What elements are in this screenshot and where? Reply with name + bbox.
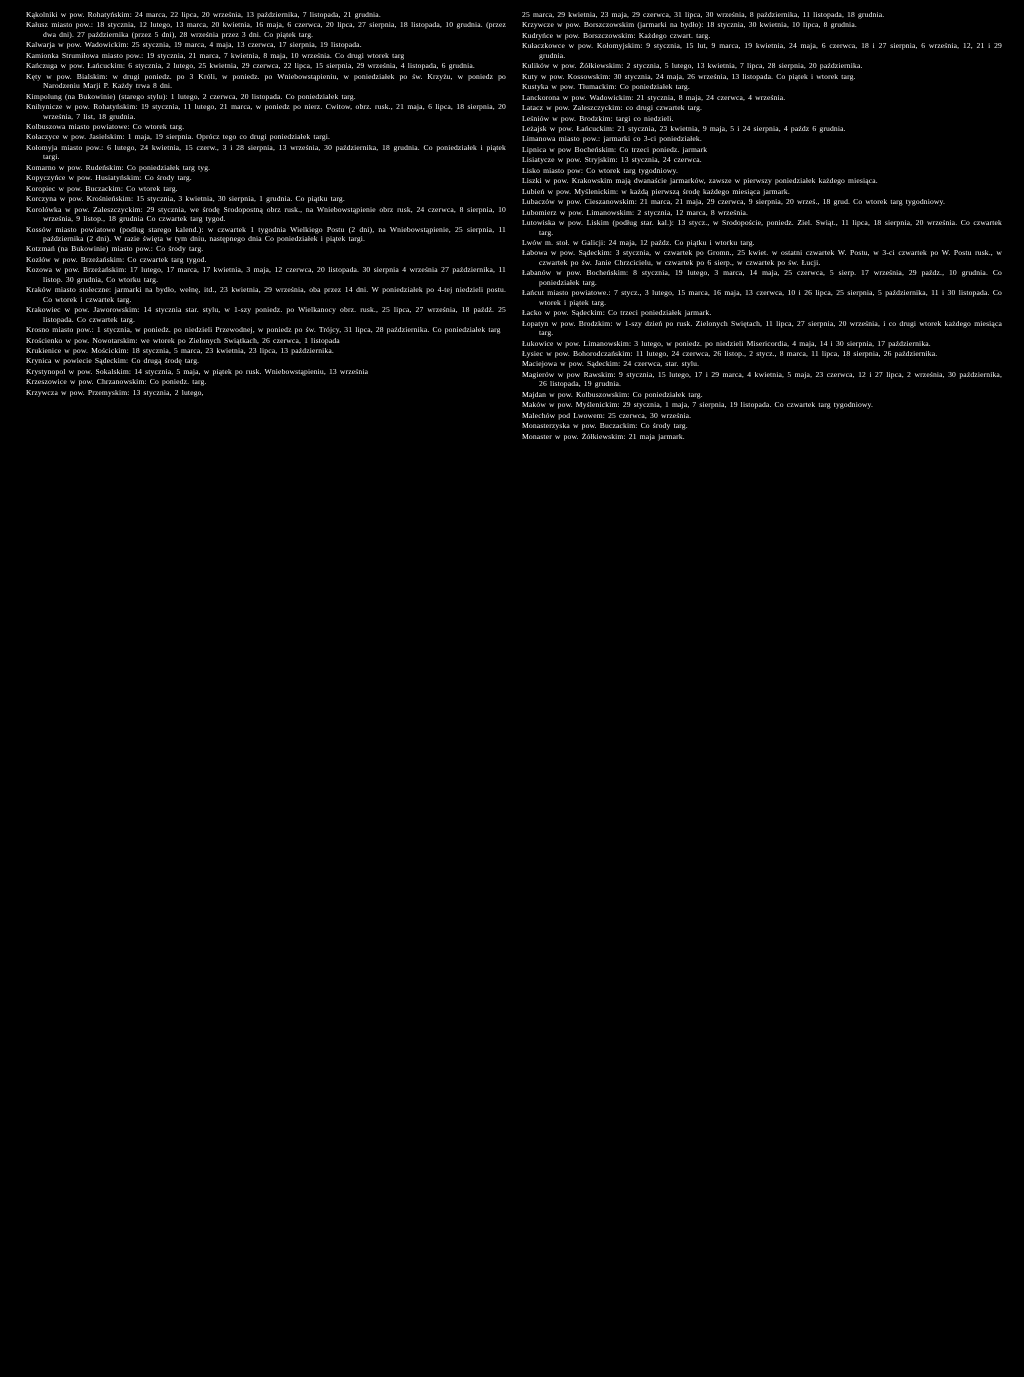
market-entry: Kuty w pow. Kossowskim: 30 stycznia, 24 maja, 26 września, 13 listopada. Co piątek i wtorek targ.	[522, 71, 856, 81]
market-entry: Łukowice w pow. Limanowskim: 3 lutego, w poniedz. po niedzieli Misericordia, 4 maja, 14 i 30 sierpnia, 17 października.	[522, 338, 931, 348]
market-entry: Łabowa w pow. Sądeckim: 3 stycznia, w czwartek po Gromn., 25 kwiet. w ostatni czwartek W. Postu, w 3-ci czwartek po W. Postu rusk., w czwartek po św. Janie Chrzcicielu, w czwartek po 6 sierp., w czwartek po św. Łucji.	[522, 248, 1002, 267]
market-entry: Koropiec w pow. Buczackim: Co wtorek targ.	[26, 183, 178, 193]
market-entry: Liszki w pow. Krakowskim mają dwanaście jarmarków, zawsze w pierwszy poniedziałek każdego miesiąca.	[522, 176, 878, 186]
market-entry: Lwów m. stoł. w Galicji: 24 maja, 12 paźdz. Co piątku i wtorku targ.	[522, 237, 755, 247]
market-entry: Krystynopol w pow. Sokalskim: 14 stycznia, 5 maja, w piątek po rusk. Wniebowstąpieniu, 13 września	[26, 366, 369, 376]
market-entry: 25 marca, 29 kwietnia, 23 maja, 29 czerwca, 31 lipca, 30 września, 8 października, 11 listopada, 18 grudnia.	[522, 10, 885, 19]
market-entry: Leśniów w pow. Brodzkim: targi co niedzieli.	[522, 113, 674, 123]
market-entry: Monaster w pow. Żółkiewskim: 21 maja jarmark.	[522, 431, 685, 441]
market-entry: Kołaczyce w pow. Jasielskim: 1 maja, 19 sierpnia. Oprócz tego co drugi poniedziałek targi.	[26, 132, 331, 142]
market-entry: Kąkolniki w pow. Rohatyńskim: 24 marca, 22 lipca, 20 września, 13 października, 7 listopada, 21 grudnia.	[26, 10, 381, 19]
market-entry: Leżajsk w pow. Łańcuckim: 21 stycznia, 23 kwietnia, 9 maja, 5 i 24 sierpnia, 4 paźdz 6 grudnia.	[522, 123, 846, 133]
market-entry: Korolówka w pow. Zaleszczyckim: 29 stycznia, we środę Srodopostną obrz rusk., na Wniebowstąpienie obrz rusk, 24 czerwca, 8 sierpnia, 10 września, 9 listop., 18 grudnia Co czwartek targ tygod.	[26, 204, 506, 224]
market-entry: Knihynicze w pow. Rohatyńskim: 19 stycznia, 11 lutego, 21 marca, w poniedz po nierz. Cwitow, obrz. rusk., 21 maja, 6 lipca, 18 sierpnia, 20 września, 7 list, 18 grudnia.	[26, 102, 506, 121]
market-entry: Kraków miasto stołeczne: jarmarki na bydło, wełnę, itd., 23 kwietnia, 29 września, oba przez 14 dni. W poniedziałek po 4-tej niedzieli postu. Co wtorek i czwartek targ.	[26, 285, 506, 304]
market-entry: Kopyczyńce w pow. Husiatyńskim: Co środy targ.	[26, 173, 192, 183]
market-entry: Kolbuszowa miasto powiatowe: Co wtorek targ.	[26, 121, 185, 131]
market-entry: Maciejowa w pow. Sądeckim: 24 czerwca, star. stylu.	[522, 359, 700, 369]
market-entry: Krzeszowice w pow. Chrzanowskim: Co poniedz. targ.	[26, 377, 207, 387]
market-entry: Kozowa w pow. Brzeżańskim: 17 lutego, 17 marca, 17 kwietnia, 3 maja, 12 czerwca, 20 listopada. 30 sierpnia 4 września 27 października, 11 listop. 30 grudnia, Co wtorku targ.	[26, 265, 506, 284]
market-entry: Lisko miasto pow: Co wtorek targ tygodniowy.	[522, 165, 679, 175]
left-column	[26, 10, 506, 1377]
market-entry: Kułaczkowce w pow. Kołomyjskim: 9 stycznia, 15 lut, 9 marca, 19 kwietnia, 24 maja, 6 czerwca, 18 i 27 sierpnia, 6 września, 12, 21 i 29 grudnia.	[522, 41, 1002, 60]
market-entry: Latacz w pow. Zaleszczyckim: co drugi czwartek targ.	[522, 103, 703, 113]
market-entry: Kołomyja miasto pow.: 6 lutego, 24 kwietnia, 15 czerw., 3 i 28 sierpnia, 13 września, 30 października, 18 grudnia. Co poniedziałek i piątek targi.	[26, 142, 506, 162]
market-entry: Kalwarja w pow. Wadowickim: 25 stycznia, 19 marca, 4 maja, 13 czerwca, 17 sierpnia, 19 listopada.	[26, 40, 362, 50]
market-entry: Lisiatycze w pow. Stryjskim: 13 stycznia, 24 czerwca.	[522, 155, 702, 165]
market-entry: Krynica w powiecie Sądeckim: Co drugą środę targ.	[26, 356, 200, 366]
market-entry: Maków w pow. Myślenickim: 29 stycznia, 1 maja, 7 sierpnia, 19 listopada. Co czwartek targ tygodniowy.	[522, 400, 874, 410]
market-entry: Krzywcze w pow. Borszczowskim (jarmarki na bydło): 18 stycznia, 30 kwietnia, 10 lipca, 8 grudnia.	[522, 20, 857, 30]
market-entry: Krukienice w pow. Mościckim: 18 stycznia, 5 marca, 23 kwietnia, 23 lipca, 13 października.	[26, 345, 334, 355]
market-entry: Krościenko w pow. Nowotarskim: we wtorek po Zielonych Swiątkach, 26 czerwca, 1 listopada	[26, 335, 340, 345]
market-entry: Lutowiska w pow. Liskim (podług star. kal.): 13 stycz., w Srodopoście, poniedz. Ziel. Swiąt., 11 lipca, 18 sierpnia, 20 września. Co czwartek targ.	[522, 218, 1002, 237]
market-entry: Limanowa miasto pow.: jarmarki co 3-ci poniedziałek.	[522, 134, 702, 144]
market-entry: Kossów miasto powiatowe (podług starego kalend.): w czwartek 1 tygodnia Wielkiego Postu (2 dni), na Wniebowstąpienie, 25 sierpnia, 11 października (2 dni). W razie święta w tym dniu, następnego dnia Co poniedziałek i piątek targi.	[26, 224, 506, 243]
market-entry: Łabanów w pow. Bocheńskim: 8 stycznia, 19 lutego, 3 marca, 14 maja, 25 czerwca, 5 sierp. 17 września, 29 paźdz., 10 grudnia. Co poniedziałek targ.	[522, 268, 1002, 287]
market-entry: Kańczuga w pow. Łańcuckim: 6 stycznia, 2 lutego, 25 kwietnia, 29 czerwca, 22 lipca, 15 sierpnia, 29 września, 4 listopada, 6 grudnia.	[26, 61, 475, 71]
market-entry: Kulików w pow. Żółkiewskim: 2 stycznia, 5 lutego, 13 kwietnia, 7 lipca, 28 sierpnia, 20 października.	[522, 61, 863, 71]
market-entry: Magierów w pow Rawskim: 9 stycznia, 15 lutego, 17 i 29 marca, 4 kwietnia, 5 maja, 23 czerwca, 12 i 27 lipca, 2 września, 30 października, 26 listopada, 19 grudnia.	[522, 369, 1002, 389]
market-entry: Monasterzyska w pow. Buczackim: Co środy targ.	[522, 421, 688, 431]
market-entry: Łysiec w pow. Bohorodczańskim: 11 lutego, 24 czerwca, 26 listop., 2 stycz., 8 marca, 11 lipca, 18 sierpnia, 26 października.	[522, 348, 938, 358]
market-entry: Lipnica w pow Bocheńskim: Co trzeci poniedz. jarmark	[522, 144, 708, 154]
market-entry: Kudryńce w pow. Borszczowskim: Każdego czwart. targ.	[522, 30, 711, 40]
market-entry: Kustyka w pow. Tłumackim: Co poniedziałek targ.	[522, 82, 690, 92]
market-entry: Łańcut miasto powiatowe.: 7 stycz., 3 lutego, 15 marca, 16 maja, 13 czerwca, 10 i 26 lipca, 25 sierpnia, 5 października, 11 i 30 listopada. Co wtorek i piątek targ.	[522, 288, 1002, 307]
market-entry: Kotzmań (na Bukowinie) miasto pow.: Co środy targ.	[26, 244, 204, 254]
market-entry: Korczyna w pow. Krośnieńskim: 15 stycznia, 3 kwietnia, 30 sierpnia, 1 grudnia. Co piątku targ.	[26, 194, 345, 204]
market-entry: Kozłów w pow. Brzeżańskim: Co czwartek targ tygod.	[26, 254, 207, 264]
market-entry: Lanckorona w pow. Wadowickim: 21 stycznia, 8 maja, 24 czerwca, 4 września.	[522, 92, 786, 102]
market-entry: Krzywcza w pow. Przemyskim: 13 stycznia, 2 lutego,	[26, 387, 204, 397]
market-entry: Łopatyn w pow. Brodzkim: w 1-szy dzień po rusk. Zielonych Swiętach, 11 lipca, 27 sierpnia, 20 września, i co drugi wtorek każdego miesiąca targ.	[522, 318, 1002, 338]
market-entry: Kimpolung (na Bukowinie) (starego stylu): 1 lutego, 2 czerwca, 20 listopada. Co poniedziałek targ.	[26, 91, 356, 101]
market-entry: Łacko w pow. Sądeckim: Co trzeci poniedziałek jarmark.	[522, 308, 712, 318]
market-entry: Lubaczów w pow. Cieszanowskim: 21 marca, 21 maja, 29 czerwca, 9 sierpnia, 20 wrześ., 18 grud. Co wtorek targ tygodniowy.	[522, 197, 946, 207]
right-column	[522, 10, 1002, 1377]
market-entry: Majdan w pow. Kolbuszowskim: Co poniedziałek targ.	[522, 389, 703, 399]
market-entry: Lubomierz w pow. Limanowskim: 2 stycznia, 12 marca, 8 września.	[522, 207, 749, 217]
market-entry: Krosno miasto pow.: 1 stycznia, w poniedz. po niedzieli Przewodnej, w poniedz po św. Trójcy, 31 lipca, 28 października. Co poniedziałek targ	[26, 325, 501, 335]
market-entry: Kęty w pow. Bialskim: w drugi poniedz. po 3 Króli, w poniedz. po Wniebowstąpieniu, w poniedziałek po św. Krzyżu, w poniedz po Narodzeniu Marji P. Każdy trwa 8 dni.	[26, 71, 506, 91]
market-entry: Lubień w pow. Myślenickim: w każdą pierwszą środę każdego miesiąca jarmark.	[522, 186, 790, 196]
market-entry: Komarno w pow. Rudeńskim: Co poniedziałek targ tyg.	[26, 162, 211, 172]
market-entry: Kałusz miasto pow.: 18 stycznia, 12 lutego, 13 marca, 20 kwietnia, 16 maja, 6 czerwca, 20 lipca, 27 sierpnia, 18 listopada, 10 grudnia. (przez dwa dni). 27 października (przez 5 dni), 28 września przez 3 dni. Co piątek targ.	[26, 20, 506, 39]
market-entry: Malechów pod Lwowem: 25 czerwca, 30 września.	[522, 410, 692, 420]
market-entry: Kamionka Strumiłowa miasto pow.: 19 stycznia, 21 marca, 7 kwietnia, 8 maja, 10 września. Co drugi wtorek targ	[26, 50, 405, 60]
market-entry: Krakowiec w pow. Jaworowskim: 14 stycznia star. stylu, w 1-szy poniedz. po Wielkanocy obrz. rusk., 25 lipca, 27 września, 18 paźdź. 25 listopada. Co czwartek targ.	[26, 305, 506, 324]
